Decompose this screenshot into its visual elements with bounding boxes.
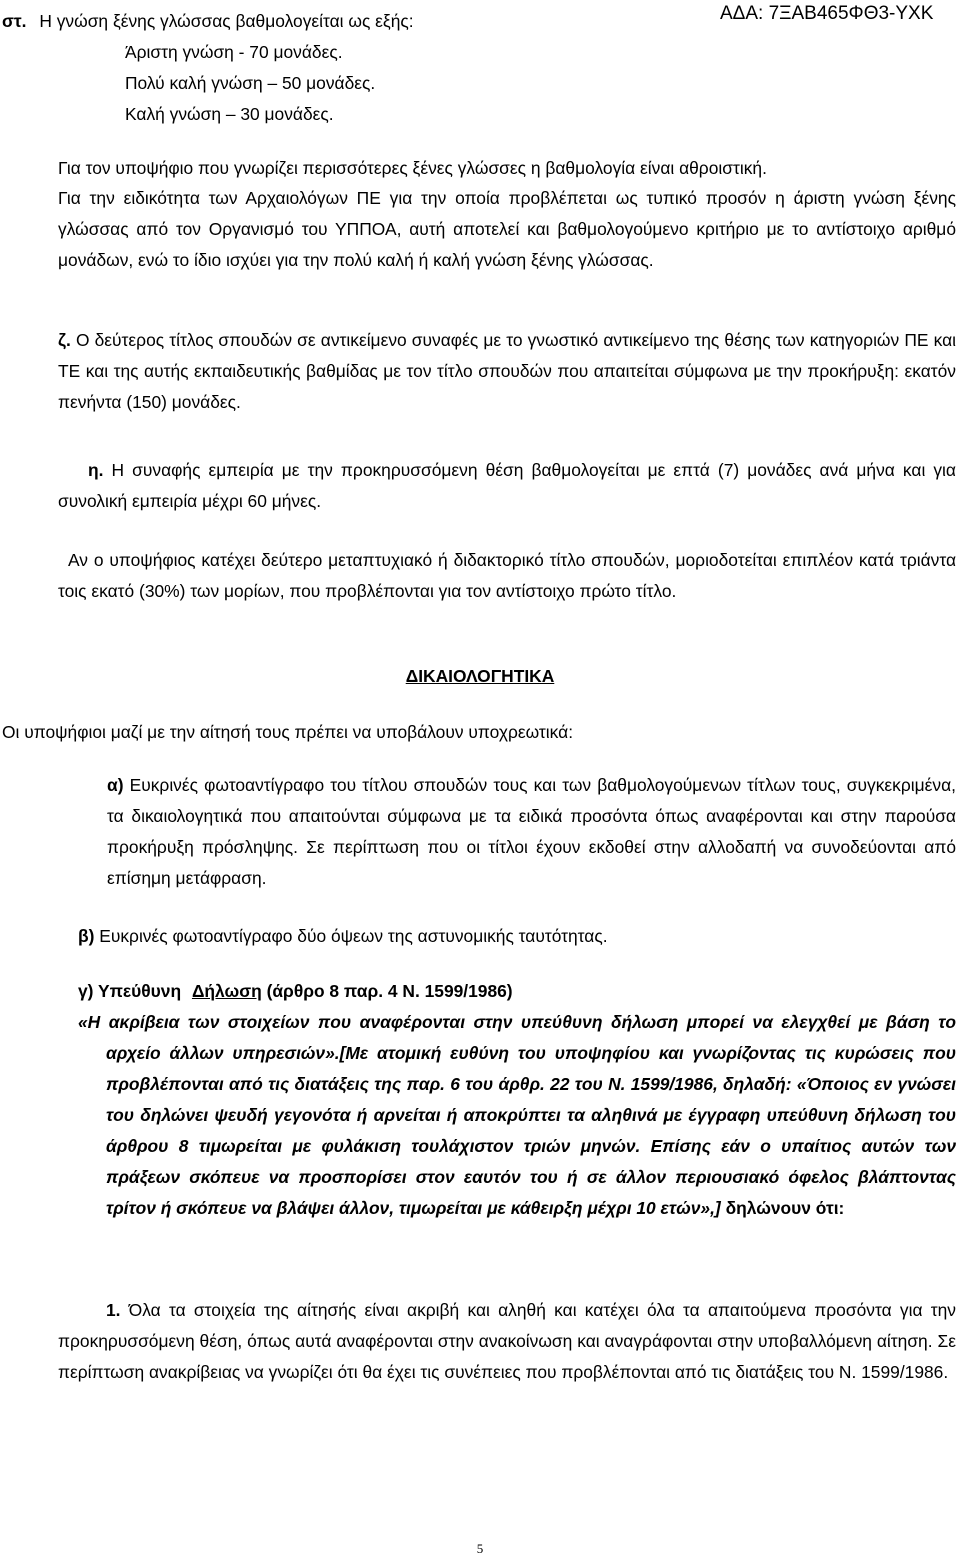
point-1-text: Όλα τα στοιχεία της αίτησής είναι ακριβή και αληθή και κατέχει όλα τα απαιτούμενα προσόντα για την προκηρυσσόμενη θέση, όπως αυτά αναφέρονται στην ανακοίνωση και αναγράφονται στην υποβαλλόμενη αίτηση. Σε περίπτωση ανακρίβειας να γνωρίζει ότι θα έχει τις συνέπειες που προβλέπονται από τις διατάξεις του Ν. 1599/1986. [58, 1300, 956, 1382]
item-c-title-underlined: Δήλωση [191, 981, 262, 1001]
item-a-label: α) [107, 775, 124, 795]
point-1 [58, 1295, 956, 1388]
postgrad-note: Αν ο υποψήφιος κατέχει δεύτερο μεταπτυχιακό ή διδακτορικό τίτλο σπουδών, μοριοδοτείται επιπλέον κατά τριάντα τοις εκατό (30%) των μορίων, που προβλέπονται για τον αντίστοιχο πρώτο τίτλο. [58, 550, 956, 601]
section-st-intro [2, 6, 702, 37]
section-i-label: η. [88, 460, 104, 480]
item-c-declare: δηλώνουν ότι: [725, 1198, 845, 1218]
page-number: 5 [476, 1541, 484, 1556]
item-c-italic-text: «Η ακρίβεια των στοιχείων που αναφέρονται στην υπεύθυνη δήλωση μπορεί να ελεγχθεί με βάση το αρχείο άλλων υπηρεσιών».[Με ατομική ευθύνη του υποψηφίου και γνωρίζοντας τις κυρώσεις που προβλέπονται από τις διατάξεις της παρ. 6 του άρθρ. 22 του Ν. 1599/1986, δηλαδή: «Όποιος εν γνώσει του δηλώνει ψευδή γεγονότα ή αρνείται ή αποκρύπτει τα αληθινά με έγγραφη υπεύθυνη δήλωση του άρθρου 8 τιμωρείται με φυλάκιση τουλάχιστον τριών μηνών. Επίσης εάν ο υπαίτιος αυτών των πράξεων σκόπευε να προσπορίσει στον εαυτόν του ή σε άλλον περιουσιακό όφελος βλάπτοντας τρίτον ή σκόπευε να βλάψει άλλον, τιμωρείται με κάθειρξη μέχρι 10 ετών»,] [78, 1012, 956, 1218]
item-c-label: γ) Υπεύθυνη [78, 981, 182, 1001]
section-st-label: στ. [2, 11, 27, 31]
archaeologists-note: Για την ειδικότητα των Αρχαιολόγων ΠΕ για την οποία προβλέπεται ως τυπικό προσόν η άριστη γνώση ξένης γλώσσας από τον Οργανισμό του ΥΠΠΟΑ, αυτή αποτελεί και βαθμολογούμενο κριτήριο με το αντίστοιχο αριθμό μονάδων, ενώ το ίδιο ισχύει για την πολύ καλή ή καλή γνώση ξένης γλώσσας. [58, 188, 956, 270]
point-1-label: 1. [106, 1300, 121, 1320]
item-a [107, 770, 956, 894]
docs-intro: Οι υποψήφιοι μαζί με την αίτησή τους πρέπει να υποβάλουν υποχρεωτικά: [2, 722, 574, 742]
item-b [78, 921, 938, 952]
section-z [58, 325, 956, 418]
item-c-title [78, 976, 938, 1007]
item-c-title-rest: (άρθρο 8 παρ. 4 Ν. 1599/1986) [266, 981, 513, 1001]
item-c-body [78, 1007, 956, 1224]
section-heading: ΔΙΚΑΙΟΛΟΓΗΤΙΚΑ [405, 666, 555, 686]
section-i [58, 455, 956, 517]
section-st-intro-text: Η γνώση ξένης γλώσσας βαθμολογείται ως εξής: [39, 11, 414, 31]
language-level-very-good: Πολύ καλή γνώση – 50 μονάδες. [125, 73, 376, 93]
section-i-text: Η συναφής εμπειρία με την προκηρυσσόμενη θέση βαθμολογείται με επτά (7) μονάδες ανά μήνα και για συνολική εμπειρία μέχρι 60 μήνες. [58, 460, 956, 511]
language-level-excellent: Άριστη γνώση - 70 μονάδες. [125, 42, 343, 62]
section-z-label: ζ. [58, 330, 71, 350]
item-b-label: β) [78, 926, 95, 946]
section-z-text: Ο δεύτερος τίτλος σπουδών σε αντικείμενο συναφές με το γνωστικό αντικείμενο της θέσης των κατηγοριών ΠΕ και ΤΕ και της αυτής εκπαιδευτικής βαθμίδας με τον τίτλο σπουδών που απαιτείται σύμφωνα με την προκήρυξη: εκατόν πενήντα (150) μονάδες. [58, 330, 956, 412]
language-level-good: Καλή γνώση – 30 μονάδες. [125, 104, 334, 124]
cumulative-note: Για τον υποψήφιο που γνωρίζει περισσότερες ξένες γλώσσες η βαθμολογία είναι αθροιστική. [58, 158, 767, 178]
item-a-text: Ευκρινές φωτοαντίγραφο του τίτλου σπουδών τους και των βαθμολογούμενων τίτλων τους, συγκεκριμένα, τα δικαιολογητικά που απαιτούνται σύμφωνα με τα ειδικά προσόντα όπως αναφέρονται και στην παρούσα προκήρυξη πρόσληψης. Σε περίπτωση που οι τίτλοι έχουν εκδοθεί στην αλλοδαπή να συνοδεύονται από επίσημη μετάφραση. [107, 775, 956, 888]
ada-code: ΑΔΑ: 7ΞΑΒ465ΦΘ3-ΥΧΚ [720, 3, 934, 24]
item-b-text: Ευκρινές φωτοαντίγραφο δύο όψεων της αστυνομικής ταυτότητας. [99, 926, 608, 946]
